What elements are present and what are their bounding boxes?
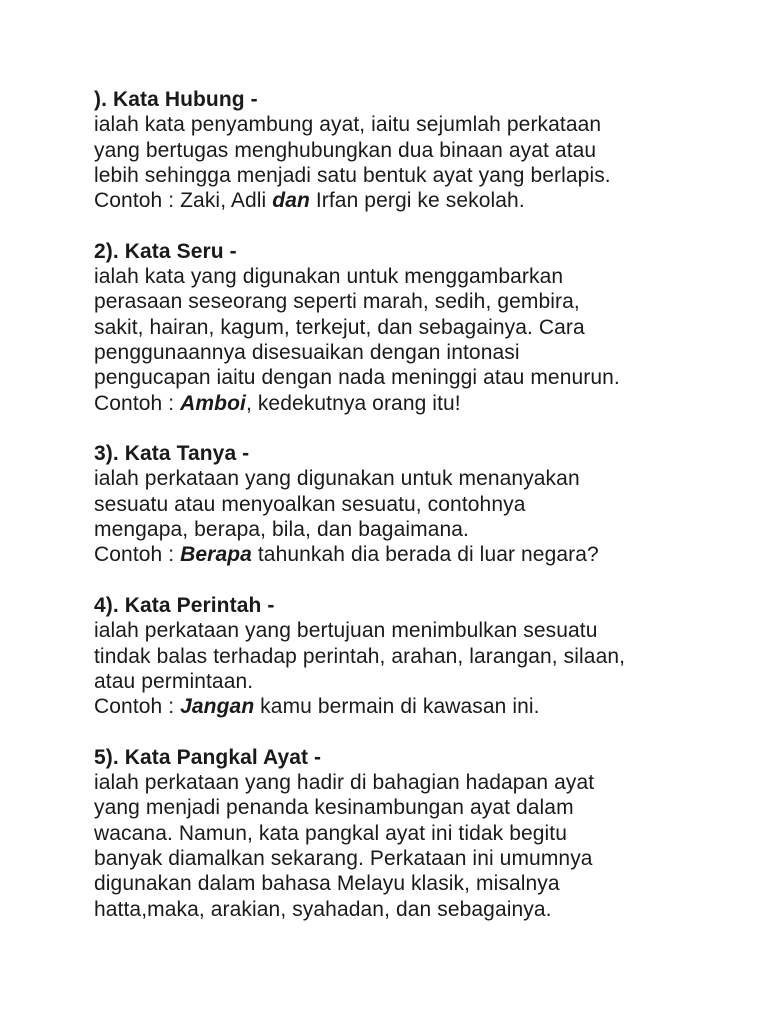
example-prefix: Contoh :	[94, 543, 181, 567]
section-kata-pangkal-ayat	[94, 745, 734, 922]
section-kata-hubung	[94, 87, 734, 213]
section-definition	[94, 112, 734, 188]
section-definition	[94, 770, 734, 922]
definition-line: digunakan dalam bahasa Melayu klasik, misalnya	[94, 872, 560, 896]
example-suffix: , kedekutnya orang itu!	[245, 391, 461, 415]
definition-line: yang menjadi penanda kesinambungan ayat dalam	[94, 796, 574, 820]
example-emphasis: dan	[272, 189, 310, 213]
example-suffix: tahunkah dia berada di luar negara?	[251, 543, 599, 567]
definition-line: sakit, hairan, kagum, terkejut, dan sebagainya. Cara	[94, 315, 585, 339]
definition-line: ialah kata penyambung ayat, iaitu sejumlah perkataan	[94, 113, 602, 137]
definition-line: yang bertugas menghubungkan dua binaan ayat atau	[94, 138, 597, 162]
definition-line: hatta,maka, arakian, syahadan, dan sebagainya.	[94, 897, 552, 921]
section-heading: 3). Kata Tanya -	[94, 442, 250, 466]
definition-line: sesuatu atau menyoalkan sesuatu, contohnya	[94, 492, 526, 516]
definition-line: atau permintaan.	[94, 669, 254, 693]
section-heading: 5). Kata Pangkal Ayat -	[94, 745, 322, 769]
definition-line: penggunaannya disesuaikan dengan intonasi	[94, 340, 520, 364]
example-prefix: Contoh :	[94, 695, 181, 719]
section-kata-perintah	[94, 593, 734, 719]
example-line	[94, 542, 734, 567]
section-heading: 4). Kata Perintah -	[94, 593, 275, 617]
definition-line: ialah perkataan yang bertujuan menimbulkan sesuatu	[94, 619, 598, 643]
definition-line: ialah perkataan yang hadir di bahagian hadapan ayat	[94, 771, 595, 795]
example-suffix: kamu bermain di kawasan ini.	[254, 695, 540, 719]
section-definition	[94, 466, 734, 542]
section-definition	[94, 264, 734, 390]
definition-line: wacana. Namun, kata pangkal ayat ini tidak begitu	[94, 821, 568, 845]
example-line	[94, 694, 734, 719]
definition-line: tindak balas terhadap perintah, arahan, larangan, silaan,	[94, 644, 626, 668]
section-kata-tanya	[94, 441, 734, 567]
example-emphasis: Amboi	[180, 391, 246, 415]
definition-line: lebih sehingga menjadi satu bentuk ayat yang berlapis.	[94, 163, 611, 187]
definition-line: perasaan seseorang seperti marah, sedih, gembira,	[94, 290, 580, 314]
example-emphasis: Berapa	[180, 543, 252, 567]
example-line	[94, 391, 734, 416]
document-body	[94, 87, 734, 947]
definition-line: banyak diamalkan sekarang. Perkataan ini umumnya	[94, 846, 593, 870]
definition-line: ialah perkataan yang digunakan untuk menanyakan	[94, 467, 580, 491]
section-kata-seru	[94, 239, 734, 416]
definition-line: mengapa, berapa, bila, dan bagaimana.	[94, 518, 469, 542]
section-heading: ). Kata Hubung -	[94, 88, 258, 111]
definition-line: pengucapan iaitu dengan nada meninggi atau menurun.	[94, 366, 620, 390]
definition-line: ialah kata yang digunakan untuk menggambarkan	[94, 265, 564, 289]
example-prefix: Contoh :	[94, 391, 181, 415]
example-prefix: Contoh : Zaki, Adli	[94, 189, 273, 213]
example-line	[94, 188, 734, 213]
section-heading: 2). Kata Seru -	[94, 239, 237, 263]
section-definition	[94, 618, 734, 694]
example-suffix: Irfan pergi ke sekolah.	[309, 189, 525, 213]
example-emphasis: Jangan	[180, 695, 255, 719]
